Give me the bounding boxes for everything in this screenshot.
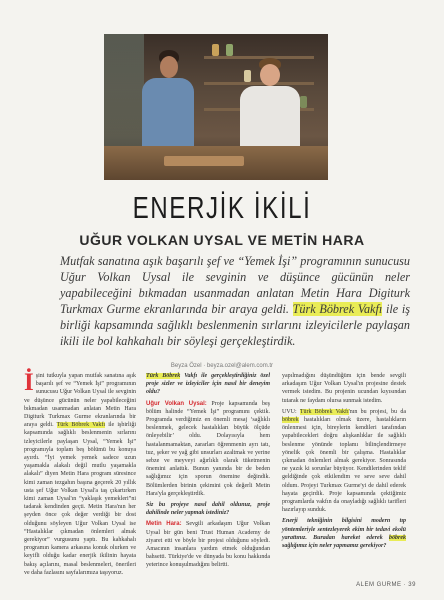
highlight: Türk Böbrek Vakfı xyxy=(56,422,106,429)
question: Siz bu projeye nasıl dahil oldunuz, proje dahilinde neler yapmak istediniz? xyxy=(146,502,270,517)
highlight: Türk Böbrek Vakfı xyxy=(299,408,349,415)
article-subtitle: UĞUR VOLKAN UYSAL VE METİN HARA xyxy=(79,232,365,248)
shelf xyxy=(204,82,314,85)
question: Türk Böbrek Vakfı ile gerçekleştirdiğiniz özel proje sizler ve izleyiciler için nasıl bir deneyim oldu? xyxy=(146,373,271,396)
shelf xyxy=(204,56,314,59)
highlight: böbrek xyxy=(282,417,299,424)
question: Enerji tekniğinin bilgisini modern tıp yöntemleriyle sentezleyerek ekim bir tedavi ekolü yarattınız. Buradan hareket ederek böbrek sağlığımız için neler yapmamız gerekiyor? xyxy=(282,518,406,550)
jar xyxy=(244,70,251,82)
column-3 xyxy=(282,372,406,553)
paragraph: yapılmadığını düşündüğüm için bende sevgili arkadaşım Uğur Volkan Uysal'ın projesine destek vermek istedim. Bu projenin ucundan kıyısından tutarak ne faydam olursa sunmak istedim. xyxy=(282,373,406,404)
drop-cap: İ xyxy=(24,369,34,396)
column-1: İşini tutkuyla yapan mutfak sanatına aşık başarılı şef ve “Yemek İşi” programının sunucusu Uğur Volkan Uysal ile sevginin ve düşünce gücünün neler yapabileceğini bıkmadan usanmadan anlatan Metin Hara Digiturk Turkmax Gurme ekranlarında bir araya geldi. Türk Böbrek Vakfı ile işbirliği kapsamında sağlıklı beslenmenin sırlarını izleyicilerle paylaşan Uysal, “Yemek İşi” programıyla toplam beş bölümü bu konuya ayırdı. “İyi yemek yemek sadece uzun yaşamakla alakalı değil mutlu yaşamakla alakalı” diyen Metin Hara program süresince kimi zaman tezgahın başına geçerek 20 yıllık usta şef Uğur Volkan Uysal'a taş çıkartırken kimi zaman Uysal'ın “yaklaşık yemekleri”ni tadarak kendinden geçti. Metin Hara'nın her şeyden önce çok değer verdiği bir dost olduğunu söyleyen Uğur Volkan Uysal ise “Hastalıklar çıkmadan önlemleri almak gerekiyor” vurgusunu yaptı. Bu kahkahalı programın kamera arkasına konuk olurken ve keyifli olduğu kadar enerjik ikilinin hayata bakış açılarını, masal beslenmeleri, önerileri ve daha fazlasını sayfalarımıza taşıyoruz. xyxy=(24,369,136,576)
jar xyxy=(226,44,233,56)
answer: Metin Hara: Sevgili arkadaşım Uğur Volkan Uysal bir gün beni Trust Human Academy de ziyaret etti ve böyle bir projesi olduğunu söyledi. Amacının insanlara yardım etmek olduğundan bahsetti. Türkiye'de ve dünyada bu konu hakkında yeterince konuşulmadığını belirtti. xyxy=(146,521,271,569)
page-footer: ALEM GURME · 39 xyxy=(356,582,416,588)
cutting-board xyxy=(164,156,244,166)
speaker-name: Metin Hara: xyxy=(146,521,182,528)
paragraph: UVU: Türk Böbrek Vakfı'nın bu projesi, bu da böbrek hastalıkları olmak üzere, hastalıkların önlenmesi için, bireylerin kendileri tarafından yapabilecekleri doğru alışkanlıklar ile sağlıklı beslenme yönünde toplamı bilinçlendirmeye yönelik çok önemli bir çalışma. Hastalıklar çıkmadan önlemleri almak gerekiyor. Sonrasında ne yazık ki sorunlar büyüyor. Kendilerinden teklif geldiğinde çok etkilendim ve seve seve dahil oldum. Projeyi Turkmax Gurme'yi de dahil ederek hayata geçirdik. Proje kapsamında çektiğimiz programlarda vakfın da onayladığı sağlıklı tarifleri hazırlayıp sunduk. xyxy=(282,408,406,514)
jar xyxy=(300,96,307,108)
answer: Uğur Volkan Uysal: Proje kapsamında beş bölüm halinde “Yemek İşi” programını çektik. Programda verdiğimiz en önemli mesaj ‘sağlıklı beslenmek, gelecek hastalıkları büyük ölçüde önleyebilir’ oldu. Dolayısıyla hem hastalanmamaktan, zararları öğrenmenin ayrı tatı, tuz, şeker ve yağ gibi unsurları azaltmak ve yerine sebze ve meyveyi ağırlıklı olarak tüketmenin önemini anlattık. Bunun yanında bir de beden sağlığımız için sporun önemine değindik. Bölümlerden birinin çekimini çok değerli Metin Hara'yla gerçekleştirdik. xyxy=(146,400,270,497)
article-title: ENERJİK İKİLİ xyxy=(132,190,312,225)
column-2 xyxy=(146,372,270,573)
jar xyxy=(212,44,219,56)
cover-photo xyxy=(104,34,328,180)
intro-highlight: Türk Böbrek Vakfı xyxy=(292,302,383,316)
author-credit: Beyza Özel · beyza.ozel@alem.com.tr xyxy=(170,363,274,369)
speaker-name: Uğur Volkan Uysal: xyxy=(146,400,207,407)
highlight: böbrek xyxy=(389,534,406,541)
article-intro: Mutfak sanatına aşık başarılı şef ve “Yemek İşi” programının sunucusu Uğur Volkan Uysal ile sevginin ve düşünce gücünün neler yapabileceğini bıkmadan usanmadan anlatan Metin Hara Digiturk Turkmax Gurme ekranlarında bir araya geldi. Türk Böbrek Vakfı ile iş birliği kapsamında sağlıklı beslenmenin sırlarını izleyicilerle paylaşan ikili ile bol kahkahalı bir söyleşi gerçekleştirdik. xyxy=(60,254,411,348)
window-backdrop xyxy=(104,34,144,154)
highlight: Türk Böbrek xyxy=(146,373,181,379)
